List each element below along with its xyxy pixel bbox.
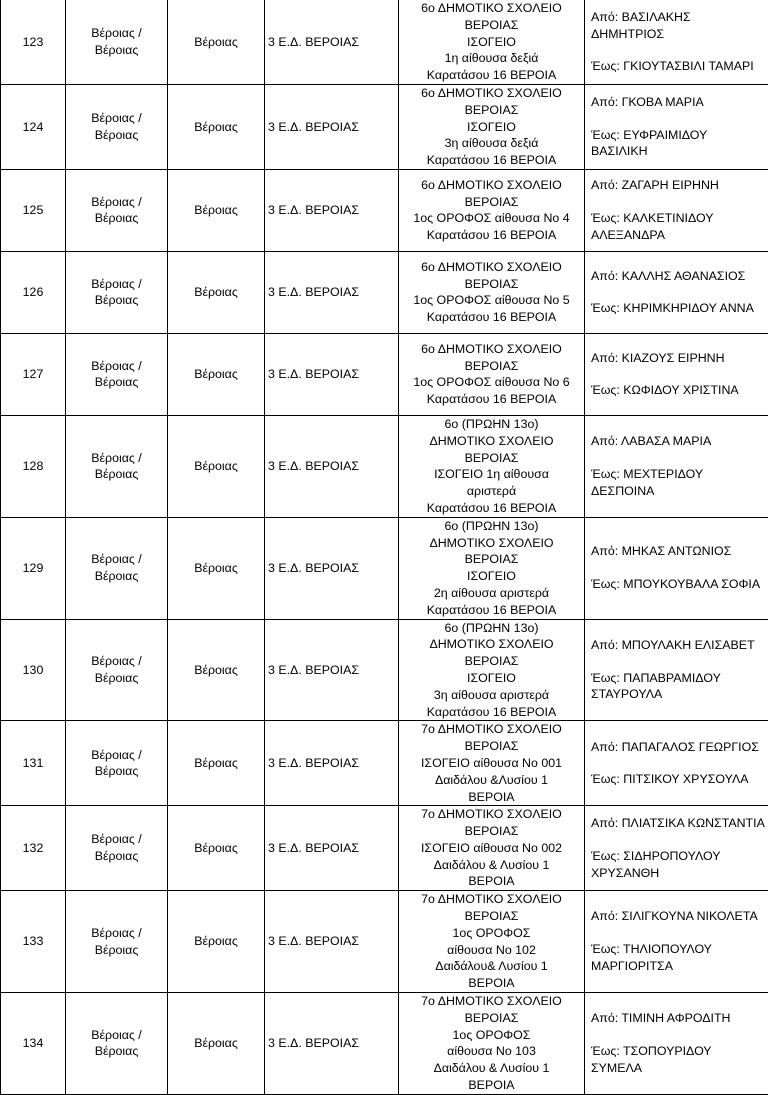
location-line: ΙΣΟΓΕΙΟ	[402, 34, 581, 51]
location-cell	[399, 84, 585, 169]
location-line: 7ο ΔΗΜΟΤΙΚΟ ΣΧΟΛΕΙΟ	[402, 993, 581, 1010]
electoral-district-cell: 3 Ε.Δ. ΒΕΡΟΙΑΣ	[265, 993, 399, 1095]
location-line: ΒΕΡΟΙΑ	[402, 1077, 581, 1094]
municipality-cell: Βέροιας	[168, 169, 265, 251]
location-line: 1ος ΟΡΟΦΟΣ	[402, 1027, 581, 1044]
municipality-cell: Βέροιας	[168, 806, 265, 891]
location-line: 6ο (ΠΡΩΗΝ 13ο)	[402, 620, 581, 637]
table-row	[1, 721, 768, 806]
table-row	[1, 517, 768, 619]
location-line: 6ο (ΠΡΩΗΝ 13ο)	[402, 518, 581, 535]
location-line: Καρατάσου 16 ΒΕΡΟΙΑ	[402, 309, 581, 326]
location-line: 2η αίθουσα αριστερά	[402, 585, 581, 602]
range-from: Από: ΠΛΙΑΤΣΙΚΑ ΚΩΝΣΤΑΝΤΙΑ	[591, 815, 765, 832]
voter-range-cell	[585, 333, 768, 415]
municipality-cell: Βέροιας	[168, 619, 265, 721]
station-number: 129	[1, 517, 66, 619]
table-row	[1, 415, 768, 517]
location-line: ΒΕΡΟΙΑΣ	[402, 276, 581, 293]
range-from: Από: ΚΙΑΖΟΥΣ ΕΙΡΗΝΗ	[591, 350, 765, 367]
location-cell	[399, 891, 585, 993]
voter-range-cell	[585, 415, 768, 517]
location-cell	[399, 415, 585, 517]
electoral-district-cell: 3 Ε.Δ. ΒΕΡΟΙΑΣ	[265, 415, 399, 517]
location-line: 7ο ΔΗΜΟΤΙΚΟ ΣΧΟΛΕΙΟ	[402, 806, 581, 823]
electoral-district-cell: 3 Ε.Δ. ΒΕΡΟΙΑΣ	[265, 333, 399, 415]
municipality-cell: Βέροιας	[168, 415, 265, 517]
region-cell: Βέροιας / Βέροιας	[66, 333, 168, 415]
location-line: 7ο ΔΗΜΟΤΙΚΟ ΣΧΟΛΕΙΟ	[402, 891, 581, 908]
range-from: Από: ΛΑΒΑΣΑ ΜΑΡΙΑ	[591, 433, 765, 450]
range-to: Έως: ΠΙΤΣΙΚΟΥ ΧΡΥΣΟΥΛΑ	[591, 771, 765, 788]
station-number: 125	[1, 169, 66, 251]
region-cell: Βέροιας / Βέροιας	[66, 517, 168, 619]
table-row	[1, 169, 768, 251]
location-line: 3η αίθουσα δεξιά	[402, 135, 581, 152]
region-cell: Βέροιας / Βέροιας	[66, 619, 168, 721]
location-cell	[399, 251, 585, 333]
location-cell	[399, 517, 585, 619]
range-to: Έως: ΜΠΟΥΚΟΥΒΑΛΑ ΣΟΦΙΑ	[591, 576, 765, 593]
region-cell: Βέροιας / Βέροιας	[66, 415, 168, 517]
location-cell	[399, 333, 585, 415]
location-line: 6ο ΔΗΜΟΤΙΚΟ ΣΧΟΛΕΙΟ	[402, 341, 581, 358]
location-cell	[399, 169, 585, 251]
location-line: 1ος ΟΡΟΦΟΣ αίθουσα Νο 5	[402, 292, 581, 309]
voter-range-cell	[585, 993, 768, 1095]
range-from: Από: ΤΙΜΙΝΗ ΑΦΡΟΔΙΤΗ	[591, 1010, 765, 1027]
range-to: Έως: ΚΗΡΙΜΚΗΡΙΔΟΥ ΑΝΝΑ	[591, 300, 765, 317]
location-line: ΒΕΡΟΙΑ	[402, 975, 581, 992]
range-to: Έως: ΚΑΛΚΕΤΙΝΙΔΟΥ ΑΛΕΞΑΝΔΡΑ	[591, 210, 765, 244]
location-line: 6ο ΔΗΜΟΤΙΚΟ ΣΧΟΛΕΙΟ	[402, 177, 581, 194]
location-line: ΔΗΜΟΤΙΚΟ ΣΧΟΛΕΙΟ	[402, 433, 581, 450]
table-body	[1, 0, 768, 1094]
location-line: 3η αίθουσα αριστερά	[402, 687, 581, 704]
location-line: ΒΕΡΟΙΑΣ	[402, 908, 581, 925]
location-line: ΒΕΡΟΙΑΣ	[402, 738, 581, 755]
municipality-cell: Βέροιας	[168, 993, 265, 1095]
electoral-district-cell: 3 Ε.Δ. ΒΕΡΟΙΑΣ	[265, 619, 399, 721]
table-row	[1, 806, 768, 891]
location-line: Καρατάσου 16 ΒΕΡΟΙΑ	[402, 602, 581, 619]
location-line: 1ος ΟΡΟΦΟΣ	[402, 925, 581, 942]
electoral-district-cell: 3 Ε.Δ. ΒΕΡΟΙΑΣ	[265, 517, 399, 619]
municipality-cell: Βέροιας	[168, 721, 265, 806]
location-line: 6ο ΔΗΜΟΤΙΚΟ ΣΧΟΛΕΙΟ	[402, 85, 581, 102]
location-line: Δαιδάλου & Λυσίου 1	[402, 1060, 581, 1077]
voter-range-cell	[585, 169, 768, 251]
range-to: Έως: ΜΕΧΤΕΡΙΔΟΥ ΔΕΣΠΟΙΝΑ	[591, 466, 765, 500]
location-line: ΒΕΡΟΙΑΣ	[402, 17, 581, 34]
location-line: Καρατάσου 16 ΒΕΡΟΙΑ	[402, 500, 581, 517]
location-line: ΒΕΡΟΙΑΣ	[402, 551, 581, 568]
voter-range-cell	[585, 891, 768, 993]
range-to: Έως: ΤΣΟΠΟΥΡΙΔΟΥ ΣΥΜΕΛΑ	[591, 1043, 765, 1077]
table-row	[1, 251, 768, 333]
location-line: ΔΗΜΟΤΙΚΟ ΣΧΟΛΕΙΟ	[402, 636, 581, 653]
municipality-cell: Βέροιας	[168, 0, 265, 84]
location-line: ΒΕΡΟΙΑ	[402, 789, 581, 806]
location-cell	[399, 619, 585, 721]
voter-range-cell	[585, 251, 768, 333]
table-row	[1, 0, 768, 84]
location-line: ΙΣΟΓΕΙΟ	[402, 670, 581, 687]
location-line: Καρατάσου 16 ΒΕΡΟΙΑ	[402, 152, 581, 169]
range-from: Από: ΜΠΟΥΛΑΚΗ ΕΛΙΣΑΒΕΤ	[591, 637, 765, 654]
location-line: αριστερά	[402, 483, 581, 500]
electoral-district-cell: 3 Ε.Δ. ΒΕΡΟΙΑΣ	[265, 721, 399, 806]
station-number: 133	[1, 891, 66, 993]
station-number: 130	[1, 619, 66, 721]
station-number: 131	[1, 721, 66, 806]
electoral-district-cell: 3 Ε.Δ. ΒΕΡΟΙΑΣ	[265, 251, 399, 333]
location-line: 1ος ΟΡΟΦΟΣ αίθουσα Νο 6	[402, 374, 581, 391]
table-row	[1, 993, 768, 1095]
location-cell	[399, 0, 585, 84]
voter-range-cell	[585, 517, 768, 619]
region-cell: Βέροιας / Βέροιας	[66, 84, 168, 169]
location-line: ΒΕΡΟΙΑΣ	[402, 1010, 581, 1027]
location-line: ΙΣΟΓΕΙΟ αίθουσα Νο 001	[402, 755, 581, 772]
location-line: Καρατάσου 16 ΒΕΡΟΙΑ	[402, 67, 581, 84]
location-line: 6ο ΔΗΜΟΤΙΚΟ ΣΧΟΛΕΙΟ	[402, 259, 581, 276]
region-cell: Βέροιας / Βέροιας	[66, 169, 168, 251]
station-number: 134	[1, 993, 66, 1095]
voter-range-cell	[585, 0, 768, 84]
location-line: ΙΣΟΓΕΙΟ	[402, 119, 581, 136]
location-line: ΔΗΜΟΤΙΚΟ ΣΧΟΛΕΙΟ	[402, 535, 581, 552]
station-number: 123	[1, 0, 66, 84]
location-line: ΒΕΡΟΙΑΣ	[402, 450, 581, 467]
location-line: ΒΕΡΟΙΑΣ	[402, 653, 581, 670]
range-to: Έως: ΤΗΛΙΟΠΟΥΛΟΥ ΜΑΡΓΙΟΡΙΤΣΑ	[591, 941, 765, 975]
voter-range-cell	[585, 84, 768, 169]
municipality-cell: Βέροιας	[168, 517, 265, 619]
voter-range-cell	[585, 806, 768, 891]
table-row	[1, 891, 768, 993]
region-cell: Βέροιας / Βέροιας	[66, 0, 168, 84]
range-to: Έως: ΕΥΦΡΑΙΜΙΔΟΥ ΒΑΣΙΛΙΚΗ	[591, 127, 765, 161]
location-line: ΒΕΡΟΙΑΣ	[402, 358, 581, 375]
electoral-district-cell: 3 Ε.Δ. ΒΕΡΟΙΑΣ	[265, 806, 399, 891]
municipality-cell: Βέροιας	[168, 891, 265, 993]
location-line: αίθουσα Νο 102	[402, 942, 581, 959]
station-number: 132	[1, 806, 66, 891]
region-cell: Βέροιας / Βέροιας	[66, 993, 168, 1095]
municipality-cell: Βέροιας	[168, 333, 265, 415]
electoral-district-cell: 3 Ε.Δ. ΒΕΡΟΙΑΣ	[265, 84, 399, 169]
range-from: Από: ΖΑΓΑΡΗ ΕΙΡΗΝΗ	[591, 177, 765, 194]
location-cell	[399, 721, 585, 806]
municipality-cell: Βέροιας	[168, 84, 265, 169]
station-number: 128	[1, 415, 66, 517]
location-line: 7ο ΔΗΜΟΤΙΚΟ ΣΧΟΛΕΙΟ	[402, 721, 581, 738]
location-line: 1η αίθουσα δεξιά	[402, 50, 581, 67]
electoral-district-cell: 3 Ε.Δ. ΒΕΡΟΙΑΣ	[265, 0, 399, 84]
location-line: αίθουσα Νο 103	[402, 1043, 581, 1060]
table-row	[1, 619, 768, 721]
station-number: 124	[1, 84, 66, 169]
range-from: Από: ΠΑΠΑΓΑΛΟΣ ΓΕΩΡΓΙΟΣ	[591, 739, 765, 756]
region-cell: Βέροιας / Βέροιας	[66, 806, 168, 891]
voter-range-cell	[585, 721, 768, 806]
table-row	[1, 333, 768, 415]
location-line: Καρατάσου 16 ΒΕΡΟΙΑ	[402, 227, 581, 244]
location-line: Δαιδάλου& Λυσίου 1	[402, 958, 581, 975]
range-to: Έως: ΓΚΙΟΥΤΑΣΒΙΛΙ ΤΑΜΑΡΙ	[591, 58, 765, 75]
range-from: Από: ΓΚΟΒΑ ΜΑΡΙΑ	[591, 94, 765, 111]
electoral-district-cell: 3 Ε.Δ. ΒΕΡΟΙΑΣ	[265, 891, 399, 993]
location-line: ΒΕΡΟΙΑΣ	[402, 194, 581, 211]
location-cell	[399, 993, 585, 1095]
location-cell	[399, 806, 585, 891]
location-line: ΙΣΟΓΕΙΟ	[402, 568, 581, 585]
location-line: ΒΕΡΟΙΑΣ	[402, 823, 581, 840]
electoral-district-cell: 3 Ε.Δ. ΒΕΡΟΙΑΣ	[265, 169, 399, 251]
region-cell: Βέροιας / Βέροιας	[66, 891, 168, 993]
location-line: Δαιδάλου & Λυσίου 1	[402, 857, 581, 874]
table-row	[1, 84, 768, 169]
region-cell: Βέροιας / Βέροιας	[66, 251, 168, 333]
location-line: 6ο ΔΗΜΟΤΙΚΟ ΣΧΟΛΕΙΟ	[402, 0, 581, 17]
range-from: Από: ΣΙΛΙΓΚΟΥΝΑ ΝΙΚΟΛΕΤΑ	[591, 908, 765, 925]
station-number: 127	[1, 333, 66, 415]
range-from: Από: ΒΑΣΙΛΑΚΗΣ ΔΗΜΗΤΡΙΟΣ	[591, 9, 765, 43]
location-line: 6ο (ΠΡΩΗΝ 13ο)	[402, 416, 581, 433]
location-line: ΙΣΟΓΕΙΟ αίθουσα Νο 002	[402, 840, 581, 857]
range-from: Από: ΜΗΚΑΣ ΑΝΤΩΝΙΟΣ	[591, 543, 765, 560]
location-line: Καρατάσου 16 ΒΕΡΟΙΑ	[402, 704, 581, 721]
location-line: ΒΕΡΟΙΑ	[402, 873, 581, 890]
voter-range-cell	[585, 619, 768, 721]
range-to: Έως: ΚΩΦΙΔΟΥ ΧΡΙΣΤΙΝΑ	[591, 382, 765, 399]
range-to: Έως: ΠΑΠΑΒΡΑΜΙΔΟΥ ΣΤΑΥΡΟΥΛΑ	[591, 670, 765, 704]
location-line: Καρατάσου 16 ΒΕΡΟΙΑ	[402, 391, 581, 408]
location-line: Δαιδάλου &Λυσίου 1	[402, 772, 581, 789]
range-from: Από: ΚΑΛΛΗΣ ΑΘΑΝΑΣΙΟΣ	[591, 268, 765, 285]
station-number: 126	[1, 251, 66, 333]
location-line: 1ος ΟΡΟΦΟΣ αίθουσα Νο 4	[402, 210, 581, 227]
municipality-cell: Βέροιας	[168, 251, 265, 333]
location-line: ΒΕΡΟΙΑΣ	[402, 102, 581, 119]
location-line: ΙΣΟΓΕΙΟ 1η αίθουσα	[402, 466, 581, 483]
range-to: Έως: ΣΙΔΗΡΟΠΟΥΛΟΥ ΧΡΥΣΑΝΘΗ	[591, 848, 765, 882]
region-cell: Βέροιας / Βέροιας	[66, 721, 168, 806]
